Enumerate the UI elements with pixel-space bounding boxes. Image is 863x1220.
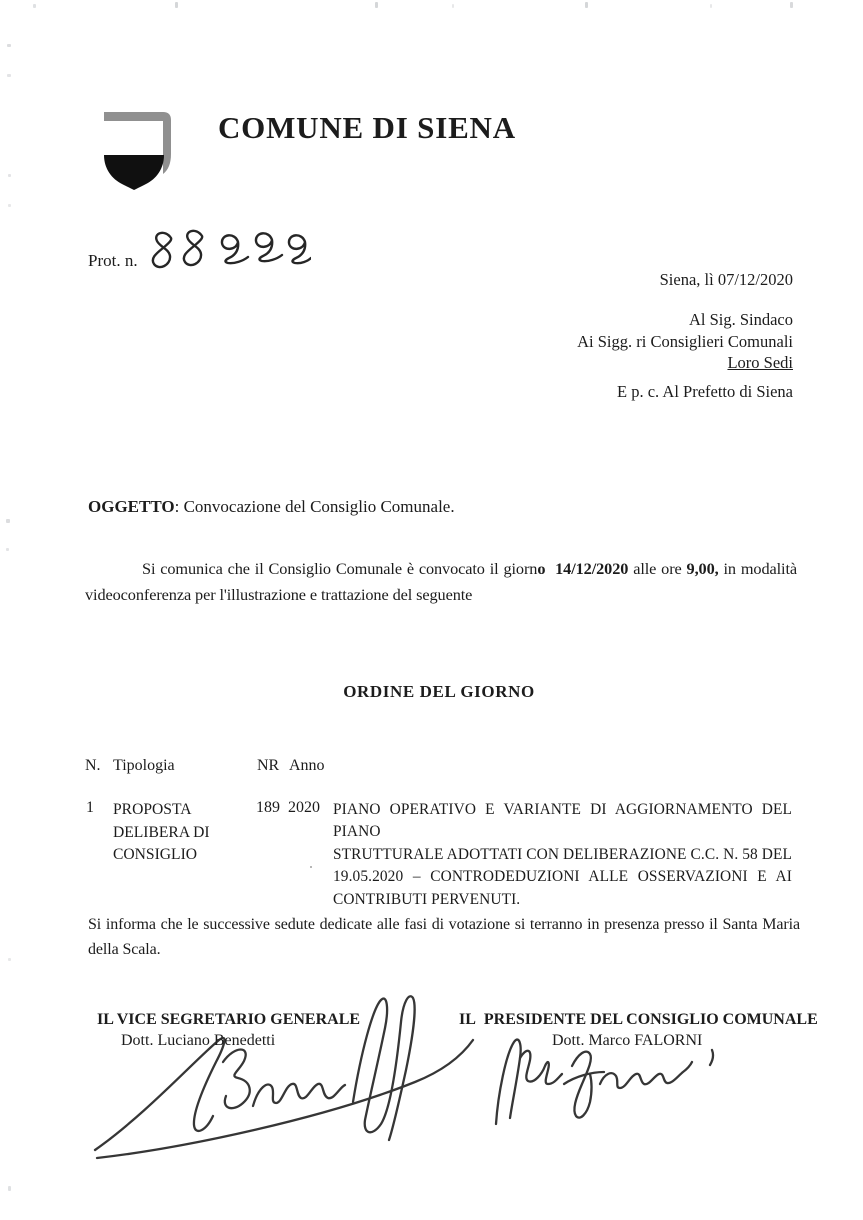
scan-artifact bbox=[33, 4, 36, 8]
agenda-cell-anno: 2020 bbox=[288, 799, 320, 816]
scan-artifact bbox=[8, 174, 11, 177]
scan-artifact bbox=[710, 4, 712, 8]
agenda-oggetto-line: PIANO OPERATIVO E VARIANTE DI AGGIORNAMENTO DEL PIANO bbox=[333, 801, 792, 841]
falorni-signature bbox=[488, 1032, 748, 1127]
recipient-line-3: Loro Sedi bbox=[727, 353, 793, 372]
agenda-cell-nr: 189 bbox=[256, 799, 280, 816]
subject-line bbox=[88, 497, 455, 517]
benedetti-signature bbox=[85, 990, 485, 1165]
scan-artifact bbox=[8, 204, 11, 207]
right-signatory-title: IL PRESIDENTE DEL CONSIGLIO COMUNALE bbox=[459, 1011, 818, 1028]
left-signatory-title: IL VICE SEGRETARIO GENERALE bbox=[97, 1011, 361, 1028]
agenda-col-nr: NR bbox=[257, 757, 280, 774]
recipient-line-2: Ai Sigg. ri Consiglieri Comunali bbox=[577, 331, 793, 351]
agenda-heading: ORDINE DEL GIORNO bbox=[343, 682, 535, 701]
agenda-col-n: N. bbox=[85, 757, 101, 774]
document-title: COMUNE DI SIENA bbox=[218, 110, 516, 145]
protocol-number-handwriting bbox=[146, 226, 311, 280]
intro-text: in modalità videoconferenza per l'illustrazione e trattazione del seguente bbox=[85, 559, 798, 604]
recipient-line-1: Al Sig. Sindaco bbox=[688, 310, 793, 329]
recipients-block bbox=[393, 309, 793, 374]
scan-artifact bbox=[585, 2, 588, 8]
agenda-col-anno: Anno bbox=[289, 757, 325, 774]
agenda-cell-oggetto bbox=[333, 799, 792, 911]
dateline: Siena, lì 07/12/2020 bbox=[659, 270, 793, 289]
scan-artifact bbox=[452, 4, 454, 8]
subject-label: OGGETTO bbox=[88, 497, 175, 516]
intro-text: alle ore bbox=[628, 559, 687, 578]
scan-artifact bbox=[175, 2, 178, 8]
siena-balzana-shield-icon bbox=[104, 112, 172, 192]
scan-artifact bbox=[8, 1186, 11, 1191]
agenda-cell-tipologia: PROPOSTA DELIBERA DI CONSIGLIO bbox=[113, 801, 210, 863]
intro-time-bold: 9,00, bbox=[686, 559, 719, 578]
intro-date-bold: o 14/12/2020 bbox=[537, 559, 629, 578]
agenda-cell-n: 1 bbox=[86, 799, 94, 816]
scan-artifact bbox=[790, 2, 793, 8]
agenda-oggetto-line: 19.05.2020 – CONTRODEDUZIONI ALLE OSSERVAZIONI E AI bbox=[333, 868, 792, 886]
intro-paragraph bbox=[85, 556, 797, 607]
closing-paragraph: Si informa che le successive sedute dedicate alle fasi di votazione si terranno in presenza presso il Santa Maria della Scala. bbox=[88, 916, 800, 958]
scan-artifact bbox=[375, 2, 378, 8]
scan-artifact bbox=[6, 519, 10, 523]
scan-artifact bbox=[8, 958, 11, 961]
protocol-label: Prot. n. bbox=[88, 251, 138, 270]
agenda-oggetto-line: STRUTTURALE ADOTTATI CON DELIBERAZIONE C.C. N. 58 DEL bbox=[333, 845, 792, 863]
right-signatory-name: Dott. Marco FALORNI bbox=[552, 1032, 703, 1049]
cc-line: E p. c. Al Prefetto di Siena bbox=[617, 382, 793, 401]
scan-artifact bbox=[6, 548, 9, 551]
subject-text: : Convocazione del Consiglio Comunale. bbox=[174, 497, 455, 516]
agenda-oggetto-line: CONTRIBUTI PERVENUTI. bbox=[333, 890, 521, 908]
scan-artifact bbox=[310, 866, 312, 868]
left-signatory-name: Dott. Luciano Benedetti bbox=[121, 1032, 276, 1049]
scan-artifact bbox=[7, 74, 11, 77]
intro-text: Si comunica che il Consiglio Comunale è convocato il giorn bbox=[142, 559, 538, 578]
agenda-col-tipologia: Tipologia bbox=[113, 757, 175, 774]
scan-artifact bbox=[7, 44, 11, 47]
